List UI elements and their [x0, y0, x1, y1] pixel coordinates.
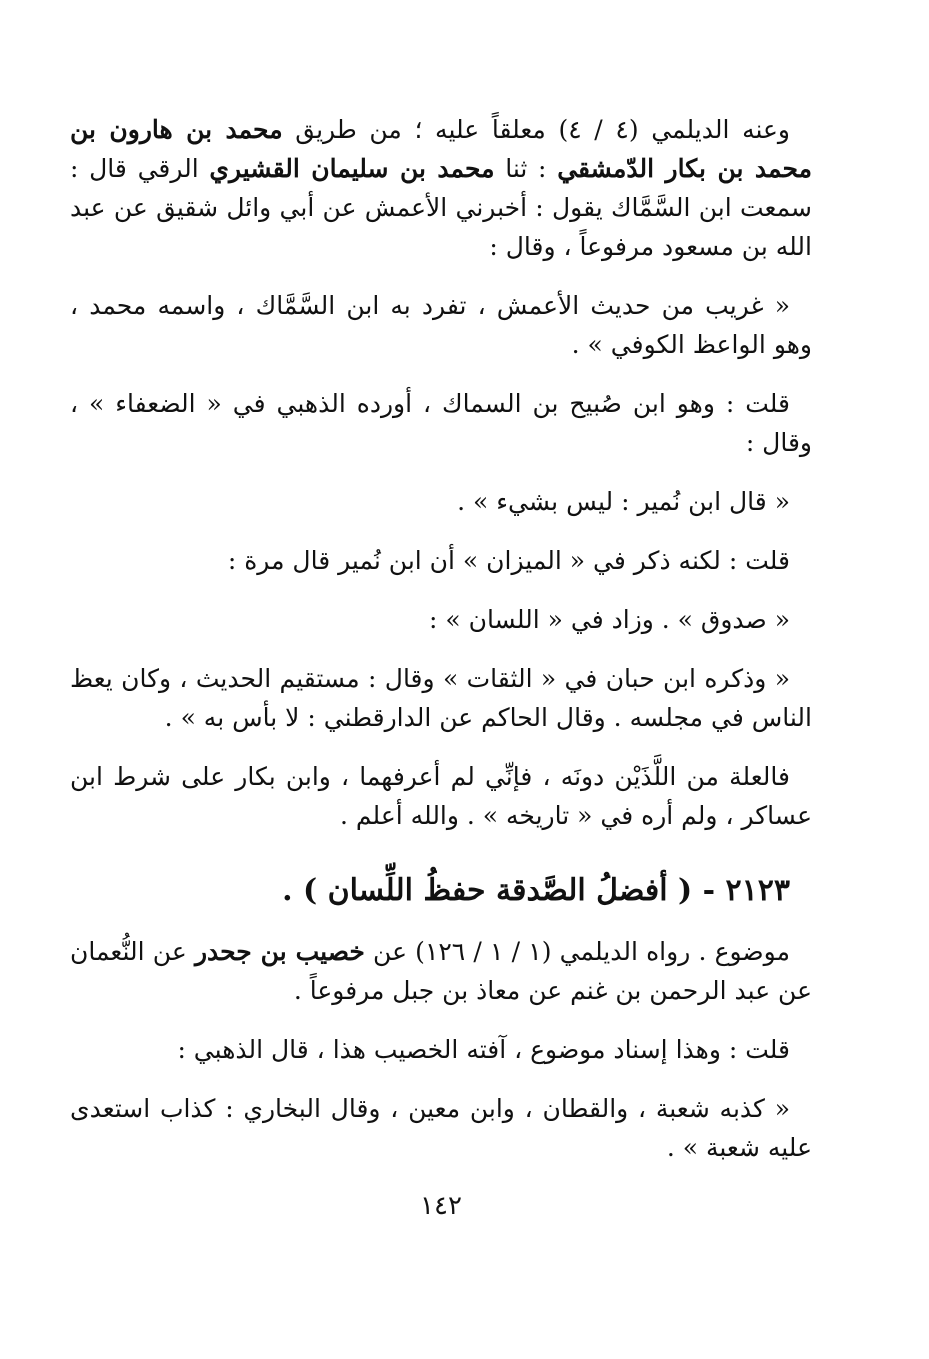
paragraph-9-narrator: خصيب بن جحدر — [194, 937, 365, 966]
page-number: ١٤٢ — [420, 1191, 462, 1221]
paragraph-6: « صدوق » . وزاد في « اللسان » : — [428, 605, 790, 634]
paragraph-2: « غريب من حديث الأعمش ، تفرد به ابن السَّمَّاك ، واسمه محمد ، وهو الواعظ الكوفي » . — [70, 291, 812, 359]
paragraph-7: « وذكره ابن حبان في « الثقات » وقال : مستقيم الحديث ، وكان يعظ الناس في مجلسه . وقال الحاكم عن الدارقطني : لا بأس به » . — [70, 664, 812, 732]
page-body — [70, 110, 812, 1226]
paragraph-1-text-c: : ثنا — [494, 154, 558, 183]
paragraph-1-narrator-2: محمد بن سليمان القشيري — [209, 154, 495, 183]
paragraph-1-narrator-1: محمد بن هارون بن محمد بن بكار الدّمشقي — [70, 115, 813, 183]
paragraph-11: « كذبه شعبة ، والقطان ، وابن معين ، وقال البخاري : كذاب استعدى عليه شعبة » . — [70, 1094, 812, 1162]
paragraph-9-text-a: موضوع . رواه الديلمي (١ / ١ / ١٢٦) عن — [364, 937, 790, 966]
paragraph-9 — [70, 932, 812, 1010]
paragraph-3: قلت : وهو ابن صُبيح بن السماك ، أورده الذهبي في « الضعفاء » ، وقال : — [70, 389, 812, 457]
paragraph-10: قلت : وهذا إسناد موضوع ، آفته الخصيب هذا ، قال الذهبي : — [177, 1035, 790, 1064]
paragraph-4: « قال ابن نُمير : ليس بشيء » . — [457, 487, 790, 516]
paragraph-1-text-e: الرقي قال : سمعت ابن السَّمَّاك يقول : أخبرني الأعمش عن أبي وائل شقيق عن عبد الله بن مسعود مرفوعاً ، وقال : — [70, 154, 812, 261]
hadith-heading: ٢١٢٣ - ( أفضلُ الصَّدقة حفظُ اللِّسان ) . — [282, 873, 790, 908]
paragraph-1 — [70, 110, 812, 266]
paragraph-8: فالعلة من اللَّذَيْن دونَه ، فإنِّي لم أعرفهما ، وابن بكار على شرط ابن عساكر ، ولم أره في « تاريخه » . والله أعلم . — [70, 762, 812, 830]
paragraph-1-text-a: وعنه الديلمي (٤ / ٤) معلقاً عليه ؛ من طريق — [282, 115, 791, 144]
paragraph-5: قلت : لكنه ذكر في « الميزان » أن ابن نُمير قال مرة : — [227, 546, 790, 575]
paragraph-9-text-c: عن النُّعمان عن عبد الرحمن بن غنم عن معاذ بن جبل مرفوعاً . — [70, 937, 812, 1005]
